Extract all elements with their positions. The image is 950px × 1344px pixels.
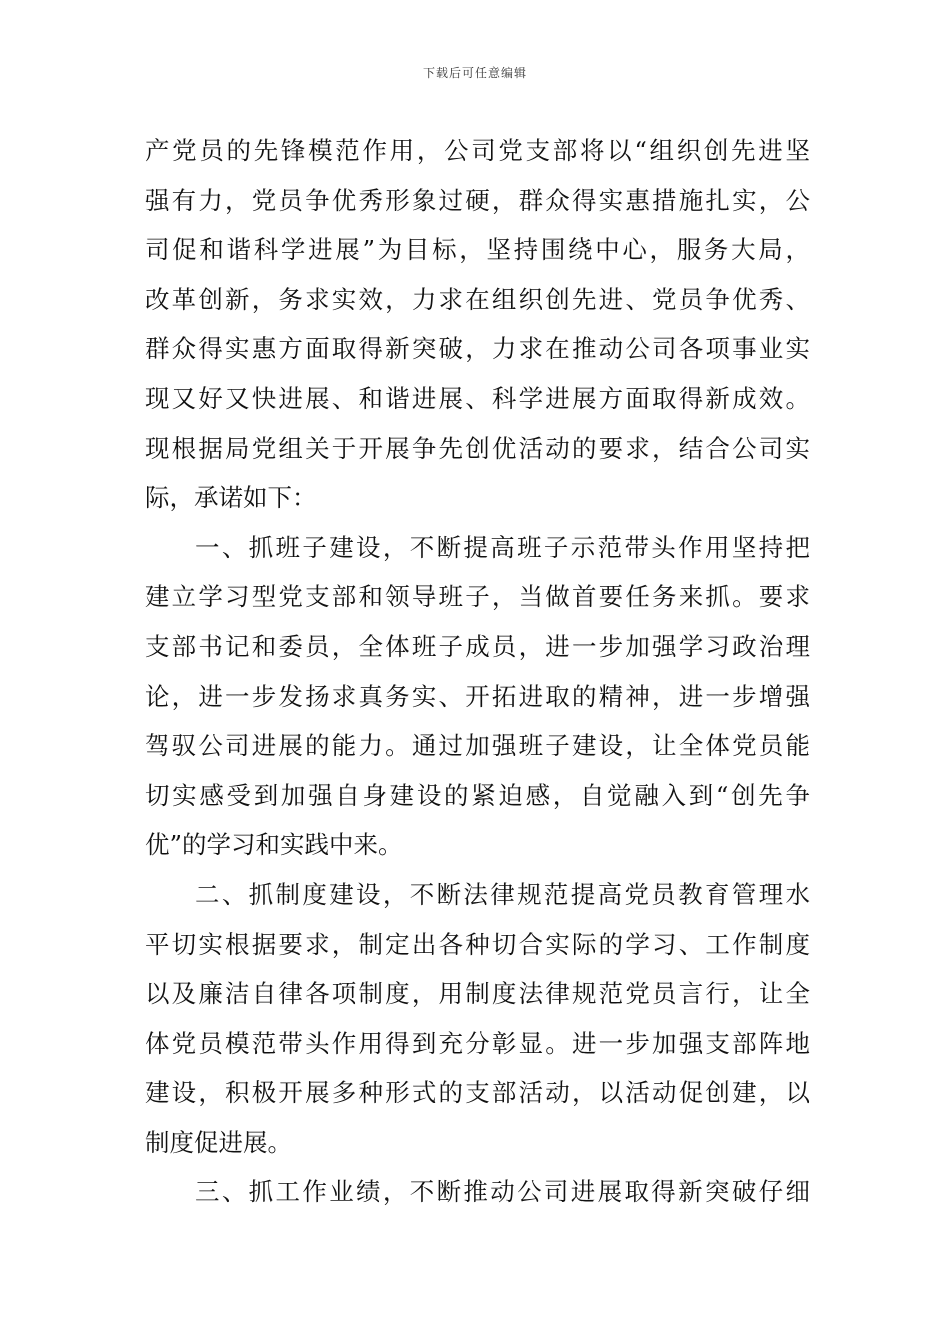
text-line: 以及廉洁自律各项制度，用制度法律规范党员言行，让全 (145, 979, 810, 1009)
text-line: 一、抓班子建设，不断提高班子示范带头作用坚持把 (195, 532, 810, 562)
text-line: 产党员的先锋模范作用，公司党支部将以“组织创先进坚 (145, 136, 810, 165)
text-line: 改革创新，务求实效，力求在组织创先进、党员争优秀、 (145, 284, 810, 314)
text-line: 群众得实惠方面取得新突破，力求在推动公司各项事业实 (145, 334, 810, 364)
text-line: 平切实根据要求，制定出各种切合实际的学习、工作制度 (145, 929, 810, 959)
text-line: 论，进一步发扬求真务实、开拓进取的精神，进一步增强 (145, 681, 810, 711)
text-line: 现根据局党组关于开展争先创优活动的要求，结合公司实 (145, 433, 810, 463)
text-line: 建设，积极开展多种形式的支部活动，以活动促创建，以 (145, 1078, 810, 1108)
text-line: 驾驭公司进展的能力。通过加强班子建设，让全体党员能 (145, 731, 810, 761)
text-line: 现又好又快进展、和谐进展、科学进展方面取得新成效。 (145, 383, 810, 413)
text-line: 三、抓工作业绩，不断推动公司进展取得新突破仔细 (195, 1177, 810, 1207)
text-line: 支部书记和委员，全体班子成员，进一步加强学习政治理 (145, 631, 810, 661)
text-line: 司促和谐科学进展”为目标，坚持围绕中心，服务大局， (145, 235, 810, 265)
text-line: 优”的学习和实践中来。 (145, 830, 403, 860)
text-line: 建立学习型党支部和领导班子，当做首要任务来抓。要求 (145, 582, 810, 612)
text-line: 制度促进展。 (145, 1127, 292, 1157)
text-line: 体党员模范带头作用得到充分彰显。进一步加强支部阵地 (145, 1028, 810, 1058)
text-line: 强有力，党员争优秀形象过硬，群众得实惠措施扎实，公 (145, 185, 810, 215)
text-line: 二、抓制度建设，不断法律规范提高党员教育管理水 (195, 879, 810, 909)
page-header: 下载后可任意编辑 (422, 66, 527, 80)
text-line: 切实感受到加强自身建设的紧迫感，自觉融入到“创先争 (145, 780, 810, 810)
text-line: 际，承诺如下： (145, 483, 317, 513)
document-body (145, 126, 810, 1217)
